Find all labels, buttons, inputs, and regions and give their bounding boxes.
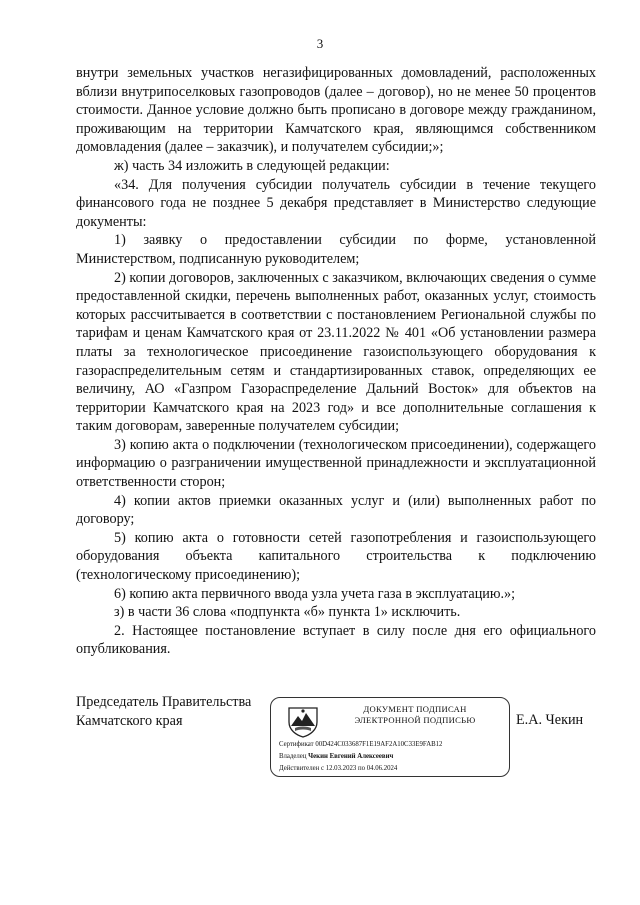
signatory-position-line1: Председатель Правительства <box>76 694 252 710</box>
page-number: 3 <box>316 36 324 51</box>
document-body <box>76 64 596 659</box>
stamp-title-line1: ДОКУМЕНТ ПОДПИСАН <box>363 704 467 714</box>
stamp-certificate-value: 00D424C033687F1E19AF2A10C33E9FAB12 <box>315 741 443 748</box>
paragraph: 5) копию акта о готовности сетей газопотребления и газоиспользующего оборудования объекта капитального строительства к подключению (технологическому присоединению); <box>76 529 596 584</box>
paragraph: 4) копии актов приемки оказанных услуг и (или) выполненных работ по договору; <box>76 492 596 528</box>
signatory-name: Е.А. Чекин <box>516 712 584 728</box>
paragraph: 6) копию акта первичного ввода узла учета газа в эксплуатацию.»; <box>114 585 516 602</box>
stamp-valid-to-prefix: по <box>357 765 366 772</box>
stamp-certificate-label: Сертификат <box>279 741 314 748</box>
paragraph: 1) заявку о предоставлении субсидии по форме, установленной Министерством, подписанную руководителем; <box>76 232 596 267</box>
paragraph: 3) копию акта о подключении (технологическом присоединении), содержащего информацию о разграничении имущественной принадлежности и эксплуатационной ответственности сторон; <box>76 436 596 491</box>
stamp-owner <box>279 752 507 761</box>
signatory-position-line2: Камчатского края <box>76 713 183 729</box>
signatory-position <box>76 693 251 731</box>
stamp-valid-from: 12.03.2023 <box>325 765 357 772</box>
paragraph: з) в части 36 слова «подпункта «б» пункта 1» исключить. <box>114 604 461 621</box>
stamp-owner-value: Чекин Евгений Алексеевич <box>308 753 394 760</box>
stamp-valid-from-prefix: с <box>320 765 324 772</box>
paragraph: «34. Для получения субсидии получатель субсидии в течение текущего финансового года не позднее 5 декабря представляет в Министерство следующие документы: <box>76 176 596 230</box>
paragraph: внутри земельных участков негазифицированных домовладений, расположенных вблизи внутрипоселковых газопроводов (далее – договор), но не менее 50 процентов стоимости. Данное условие должно быть прописано в договоре между гражданином, проживающим на территории Камчатского края, являющимся собственником домовладения (далее – заказчик), и получателем субсидии;»; <box>76 65 596 156</box>
stamp-title-line2: ЭЛЕКТРОННОЙ ПОДПИСЬЮ <box>354 715 476 725</box>
stamp-valid-to: 04.06.2024 <box>366 765 398 772</box>
stamp-owner-label: Владелец <box>279 753 307 760</box>
paragraph: 2. Настоящее постановление вступает в силу после дня его официального опубликования. <box>76 622 596 658</box>
paragraph: 2) копии договоров, заключенных с заказчиком, включающих сведения о сумме предоставленной скидки, перечень выполненных работ, оказанных услуг, стоимость которых рассчитывается в соответствии с постановлением Региональной службы по тарифам и ценам Камчатского края от 23.11.2022 № 401 «Об установлении размера платы за технологическое присоединение газоиспользующего оборудования к газораспределительным сетям и стандартизированных ставок, определяющих ее величину, АО «Газпром Газораспределение Дальний Восток» для объектов на территории Камчатского края на 2023 год» и все дополнительные соглашения к таким договорам, заверенные получателем субсидии; <box>76 269 596 435</box>
stamp-title <box>327 704 503 726</box>
stamp-certificate <box>279 740 507 749</box>
stamp-valid-label: Действителен <box>279 765 320 772</box>
paragraph: ж) часть 34 изложить в следующей редакции: <box>114 157 390 174</box>
electronic-signature-stamp <box>270 697 510 777</box>
coat-of-arms-icon <box>283 704 323 738</box>
stamp-validity <box>279 764 507 773</box>
